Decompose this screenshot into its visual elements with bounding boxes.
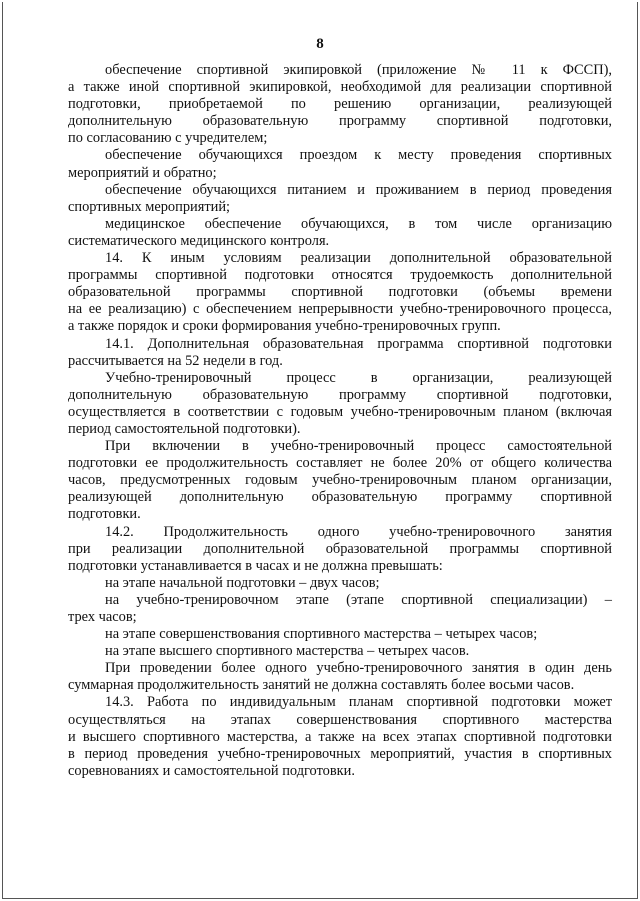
text-line: При проведении более одного учебно-тренировочного занятия в один день [105, 660, 612, 677]
text-line: программы спортивной подготовки относятся трудоемкость дополнительной [68, 267, 612, 284]
text-line: Учебно-тренировочный процесс в организации, реализующей [105, 369, 612, 386]
text-line: на этапе совершенствования спортивного мастерства – четырех часов; [105, 626, 538, 643]
text-line: При включении в учебно-тренировочный процесс самостоятельной [105, 438, 612, 455]
text-line: в период проведения учебно-тренировочных мероприятий, участия в спортивных [68, 745, 612, 762]
text-line: соревнованиях и самостоятельной подготовки. [68, 762, 355, 779]
text-line: и высшего спортивного мастерства, а также на всех этапах спортивной подготовки [68, 728, 612, 745]
text-line: на этапе начальной подготовки – двух часов; [105, 574, 380, 591]
text-line: осуществляется в соответствии с годовым учебно-тренировочным планом (включая [68, 403, 612, 420]
text-line: на этапе высшего спортивного мастерства – четырех часов. [105, 643, 470, 660]
text-line: трех часов; [68, 609, 137, 625]
text-line: подготовки устанавливается в часах и не должна превышать: [68, 557, 443, 574]
text-line: суммарная продолжительность занятий не должна составлять более восьми часов. [68, 677, 575, 694]
text-line: рассчитывается на 52 недели в год. [68, 352, 283, 369]
text-line: при реализации дополнительной образовательной программы спортивной [68, 540, 612, 557]
text-line: мероприятий и обратно; [68, 164, 217, 181]
text-line: 14.2. Продолжительность одного учебно-тренировочного занятия [105, 523, 612, 540]
text-line: образовательной программы спортивной подготовки (объемы времени [68, 284, 612, 301]
text-line: систематического медицинского контроля. [68, 232, 330, 249]
text-line: 14.1. Дополнительная образовательная программа спортивной подготовки [105, 335, 612, 352]
text-line: 14. К иным условиям реализации дополнительной образовательной [105, 250, 612, 267]
text-line: дополнительную образовательную программу спортивной подготовки, [68, 386, 612, 403]
text-line: на учебно-тренировочном этапе (этапе спортивной специализации) – [105, 591, 612, 608]
text-line: обеспечение обучающихся питанием и проживанием в период проведения [105, 181, 612, 198]
text-line: осуществляться на этапах совершенствования спортивного мастерства [68, 711, 612, 728]
text-line: часов, предусмотренных годовым учебно-тренировочным планом организации, [68, 472, 612, 489]
text-line: на ее реализацию) с обеспечением непрерывности учебно-тренировочного процесса, [68, 301, 612, 318]
text-line: обеспечение спортивной экипировкой (приложение № 11 к ФССП), [105, 62, 612, 78]
body-text [68, 62, 612, 780]
text-line: спортивных мероприятий; [68, 198, 231, 215]
text-line: период самостоятельной подготовки). [68, 420, 301, 437]
text-line: дополнительную образовательную программу спортивной подготовки, [68, 113, 612, 130]
text-line: подготовки ее продолжительность составляет не более 20% от общего количества [68, 455, 612, 472]
text-line: а также иной спортивной экипировкой, необходимой для реализации спортивной [68, 79, 612, 96]
text-line: 14.3. Работа по индивидуальным планам спортивной подготовки может [105, 694, 612, 711]
text-line: а также порядок и сроки формирования учебно-тренировочных групп. [68, 318, 501, 335]
text-line: подготовки. [68, 506, 141, 523]
text-line: по согласованию с учредителем; [68, 130, 268, 147]
page-number: 8 [316, 36, 324, 52]
text-line: медицинское обеспечение обучающихся, в том числе организацию [105, 215, 612, 232]
text-line: реализующей дополнительную образовательную программу спортивной [68, 489, 612, 506]
text-line: подготовки, приобретаемой по решению организации, реализующей [68, 96, 612, 113]
text-line: обеспечение обучающихся проездом к месту проведения спортивных [105, 147, 612, 164]
